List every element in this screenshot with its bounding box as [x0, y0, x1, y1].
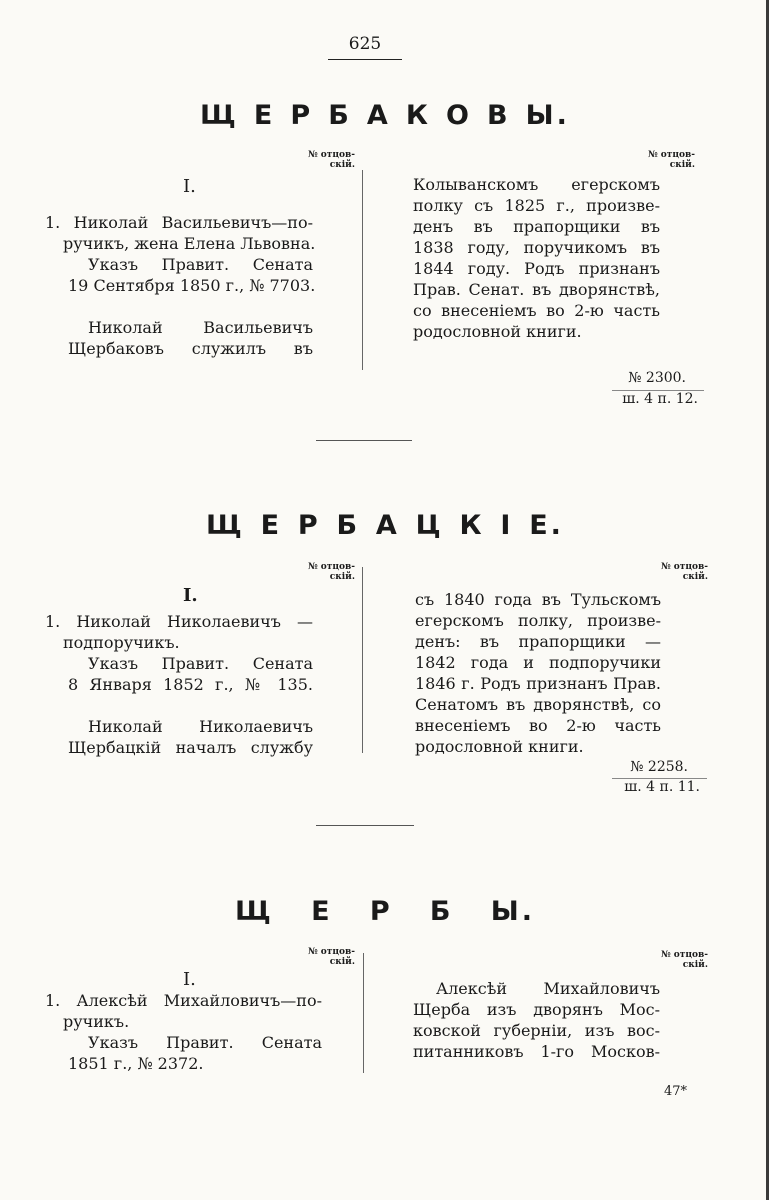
title-letter: Е	[260, 510, 283, 541]
title-letter: Р	[297, 510, 321, 541]
record-number: № 2300.	[628, 370, 686, 386]
text-line: Щербацкій началъ службу	[68, 738, 313, 757]
column-divider	[363, 953, 364, 1073]
text-line: родословной книги.	[413, 322, 582, 341]
column-divider	[362, 567, 363, 753]
title-letter: І	[500, 510, 514, 541]
text-line: егерскомъ полку, произве-	[415, 611, 661, 630]
page-number-rule	[328, 59, 402, 60]
text-line: Алексѣй Михайловичъ	[436, 979, 660, 998]
section-title-shcherby	[235, 896, 535, 927]
column-divider	[362, 170, 363, 370]
ofc-label: № отцов-скій.	[307, 562, 355, 582]
title-letter: Щ	[235, 896, 274, 927]
text-line: Николай Николаевичъ	[88, 717, 313, 736]
text-line: денъ въ прапорщики въ	[413, 217, 660, 236]
text-line: Указъ Правит. Сената	[88, 255, 313, 274]
text-line: 1. Алексѣй Михайловичъ—по-	[45, 991, 322, 1010]
section-separator	[316, 440, 412, 441]
shelf-mark: ш. 4 п. 12.	[622, 391, 698, 407]
text-line: питанниковъ 1-го Москов-	[413, 1042, 660, 1061]
section-separator	[316, 825, 414, 826]
left-column-text	[45, 212, 316, 359]
text-line: денъ: въ прапорщики —	[415, 632, 661, 651]
right-column-text	[413, 174, 660, 342]
signature-mark: 47*	[664, 1084, 688, 1099]
title-letter: Щ	[200, 100, 239, 131]
text-line: Указъ Правит. Сената	[88, 654, 313, 673]
text-line: внесеніемъ во 2-ю часть	[415, 716, 661, 735]
text-line: 1. Николай Васильевичъ—по-	[45, 213, 313, 232]
text-line: Щербаковъ служилъ въ	[68, 339, 313, 358]
title-letter: Щ	[206, 510, 245, 541]
section-title-shcherbakovy	[200, 100, 570, 131]
title-letter: Е.	[529, 510, 564, 541]
title-letter: Ы.	[490, 896, 535, 927]
ofc-label: № отцов-скій.	[660, 562, 708, 582]
shelf-mark: ш. 4 п. 11.	[624, 779, 700, 795]
page-number: 625	[348, 34, 382, 54]
title-letter: В	[487, 100, 511, 131]
title-letter: Р	[290, 100, 314, 131]
branch-numeral: I.	[183, 585, 198, 606]
text-line: 1846 г. Родъ признанъ Прав.	[415, 674, 661, 693]
ofc-label: № отцов-скій.	[307, 150, 355, 170]
ofc-label: № отцов-скій.	[660, 950, 708, 970]
title-letter: Р	[369, 896, 393, 927]
text-line: 1844 году. Родъ признанъ	[413, 259, 660, 278]
title-letter: Ы.	[525, 100, 570, 131]
text-line: Николай Васильевичъ	[88, 318, 313, 337]
text-line: полку съ 1825 г., произве-	[413, 196, 660, 215]
text-line: 1. Николай Николаевичъ —	[45, 612, 313, 631]
text-line: ручикъ.	[63, 1012, 130, 1031]
text-line: родословной книги.	[415, 737, 584, 756]
text-line: 1851 г., № 2372.	[68, 1054, 204, 1073]
text-line: 19 Сентября 1850 г., № 7703.	[68, 276, 316, 295]
title-letter: Б	[328, 100, 352, 131]
title-letter: Ц	[415, 510, 444, 541]
title-letter: Б	[429, 896, 454, 927]
text-line: Указъ Правит. Сената	[88, 1033, 322, 1052]
branch-numeral: I.	[183, 969, 196, 990]
record-number: № 2258.	[630, 759, 688, 775]
ofc-label: № отцов-скій.	[647, 150, 695, 170]
section-title-shcherbatskie	[206, 510, 564, 541]
text-line: ручикъ, жена Елена Львовна.	[63, 234, 316, 253]
left-column-text	[45, 611, 313, 758]
ofc-label: № отцов-скій.	[307, 947, 355, 967]
text-line: Щерба изъ дворянъ Мос-	[413, 1000, 660, 1019]
text-line: съ 1840 года въ Тульскомъ	[415, 590, 661, 609]
right-column-text	[415, 589, 661, 757]
text-line: Прав. Сенат. въ дворянствѣ,	[413, 280, 660, 299]
text-line: 1842 года и подпоручики	[415, 653, 661, 672]
text-line: ковской губерніи, изъ вос-	[413, 1021, 660, 1040]
text-line: 8 Января 1852 г., № 135.	[68, 675, 313, 694]
title-letter: А	[375, 510, 400, 541]
title-letter: Е	[253, 100, 276, 131]
text-line: Колыванскомъ егерскомъ	[413, 175, 660, 194]
text-line: подпоручикъ.	[63, 633, 180, 652]
title-letter: К	[405, 100, 431, 131]
title-letter: Е	[311, 896, 333, 927]
text-line: 1838 году, поручикомъ въ	[413, 238, 660, 257]
text-line: со внесеніемъ во 2-ю часть	[413, 301, 660, 320]
title-letter: О	[446, 100, 472, 131]
title-letter: Б	[336, 510, 361, 541]
branch-numeral: I.	[183, 176, 196, 197]
title-letter: К	[459, 510, 485, 541]
text-line: Сенатомъ въ дворянствѣ, со	[415, 695, 661, 714]
left-column-text	[45, 990, 322, 1074]
title-letter: А	[366, 100, 391, 131]
right-column-text	[413, 978, 660, 1062]
